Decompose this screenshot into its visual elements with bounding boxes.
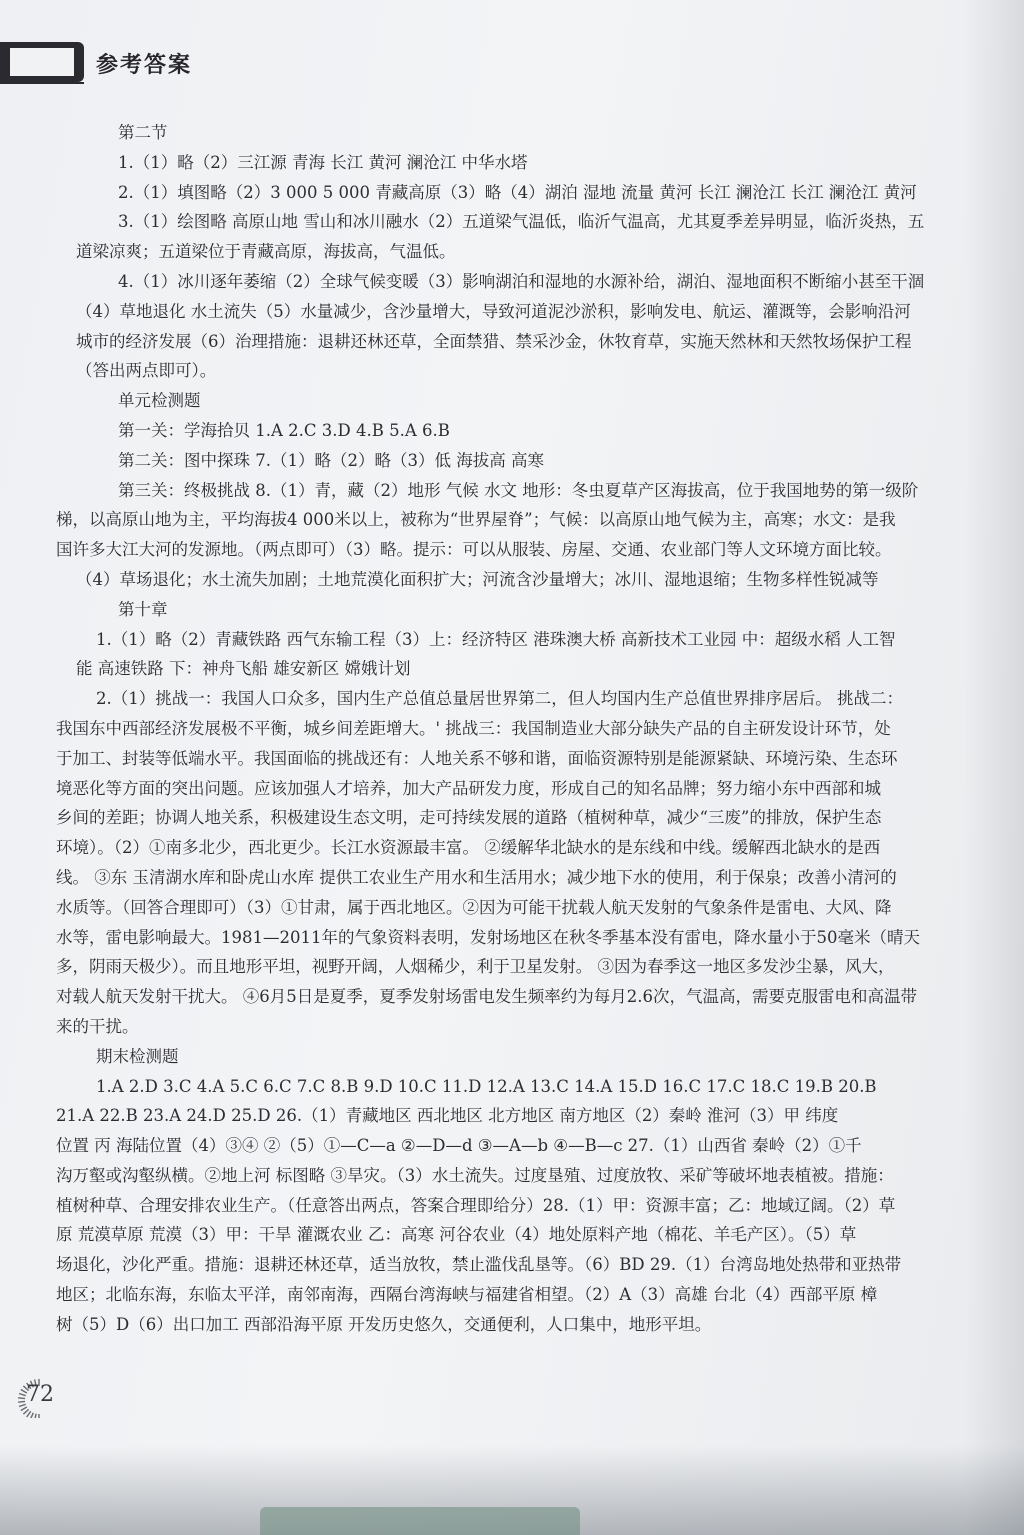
header-rule (0, 82, 84, 84)
text-line: 水质等。（回答合理即可）（3）①甘肃，属于西北地区。②因为可能干扰载人航天发射的气象条件是雷电、大风、降 (56, 897, 892, 917)
text-line: 能 高速铁路 下：神舟飞船 雄安新区 嫦娥计划 (76, 659, 411, 679)
answer-content (56, 118, 990, 1340)
text-line: 水等，雷电影响最大。1981—2011年的气象资料表明，发射场地区在秋冬季基本没有雷电，降水量小于50毫米（晴天 (56, 927, 920, 947)
text-line: 场退化，沙化严重。措施：退耕还林还草，适当放牧，禁止滥伐乱垦等。（6）BD 29.（1）台湾岛地处热带和亚热带 (56, 1255, 902, 1275)
header-bar-window (10, 48, 74, 76)
text-line: 第十章 (118, 599, 168, 619)
text-line: 1.（1）略（2）青藏铁路 西气东输工程（3）上：经济特区 港珠澳大桥 高新技术工业园 中：超级水稻 人工智 (96, 629, 896, 649)
text-line: （4）草场退化；水土流失加剧；土地荒漠化面积扩大；河流含沙量增大；冰川、湿地退缩；生物多样性锐减等 (76, 569, 879, 589)
text-line: 我国东中西部经济发展极不平衡，城乡间差距增大。' 挑战三：我国制造业大部分缺失产品的自主研发设计环节，处 (56, 718, 891, 738)
text-line: 第二关：图中探珠 7.（1）略（2）略（3）低 海拔高 高寒 (118, 450, 544, 470)
text-line: 环境）。（2）①南多北少，西北更少。长江水资源最丰富。 ②缓解华北缺水的是东线和中线。缓解西北缺水的是西 (56, 838, 881, 858)
text-line: 地区；北临东海，东临太平洋，南邻南海，西隔台湾海峡与福建省相望。（2）A（3）高雄 台北（4）西部平原 樟 (56, 1285, 878, 1305)
text-line: 期末检测题 (96, 1046, 179, 1066)
text-line: 位置 丙 海陆位置（4）③④ ②（5）①—C—a ②—D—d ③—A—b ④—B—c 27.（1）山西省 秦岭（2）①千 (56, 1136, 862, 1156)
text-line: （答出两点即可）。 (76, 361, 217, 381)
text-line: 线。 ③东 玉清湖水库和卧虎山水库 提供工农业生产用水和生活用水；减少地下水的使用，利于保泉；改善小清河的 (56, 867, 897, 887)
text-line: 第一关：学海拾贝 1.A 2.C 3.D 4.B 5.A 6.B (118, 420, 450, 440)
text-line: （4）草地退化 水土流失（5）水量减少，含沙量增大，导致河道泥沙淤积，影响发电、航运、灌溉等，会影响沿河 (76, 301, 911, 321)
text-line: 原 荒漠草原 荒漠（3）甲：干旱 灌溉农业 乙：高寒 河谷农业（4）地处原料产地（棉花、羊毛产区）。（5）草 (56, 1225, 857, 1245)
text-line: 树（5）D（6）出口加工 西部沿海平原 开发历史悠久，交通便利，人口集中，地形平坦。 (56, 1314, 712, 1334)
text-line: 来的干扰。 (56, 1016, 139, 1036)
text-line: 乡间的差距；协调人地关系，积极建设生态文明，走可持续发展的道路（植树种草，减少“三废”的排放，保护生态 (56, 808, 882, 828)
text-line: 2.（1）填图略（2）3 000 5 000 青藏高原（3）略（4）湖泊 湿地 流量 黄河 长江 澜沧江 长江 澜沧江 黄河 (118, 182, 917, 202)
text-line: 植树种草、合理安排农业生产。（任意答出两点，答案合理即给分）28.（1）甲：资源丰富；乙：地域辽阔。（2）草 (56, 1195, 896, 1215)
text-line: 多，阴雨天极少）。而且地形平坦，视野开阔，人烟稀少，利于卫星发射。 ③因为春季这一地区多发沙尘暴，风大， (56, 957, 895, 977)
desk-object (260, 1507, 580, 1535)
text-line: 2.（1）挑战一：我国人口众多，国内生产总值总量居世界第二，但人均国内生产总值世界排序居后。 挑战二： (96, 689, 903, 709)
text-line: 21.A 22.B 23.A 24.D 25.D 26.（1）青藏地区 西北地区 北方地区 南方地区（2）秦岭 淮河（3）甲 纬度 (56, 1106, 839, 1126)
text-line: 梯，以高原山地为主，平均海拔4 000米以上，被称为“世界屋脊”；气候：以高原山地气候为主，高寒；水文：是我 (56, 510, 896, 530)
text-line: 第三关：终极挑战 8.（1）青，藏（2）地形 气候 水文 地形：冬虫夏草产区海拔高，位于我国地势的第一级阶 (118, 480, 919, 500)
text-line: 于加工、封装等低端水平。我国面临的挑战还有：人地关系不够和谐，面临资源特别是能源紧缺、环境污染、生态环 (56, 748, 898, 768)
header-title: 参考答案 (96, 53, 193, 78)
text-line: 道梁凉爽；五道梁位于青藏高原，海拔高，气温低。 (76, 242, 456, 262)
text-line: 第二节 (118, 123, 168, 142)
text-line: 1.（1）略（2）三江源 青海 长江 黄河 澜沧江 中华水塔 (118, 152, 528, 172)
page-number-badge (14, 1378, 64, 1418)
page-number: 72 (26, 1382, 54, 1407)
text-line: 对载人航天发射干扰大。 ④6月5日是夏季，夏季发射场雷电发生频率约为每月2.6次，气温高，需要克服雷电和高温带 (56, 987, 917, 1007)
text-line: 单元检测题 (118, 391, 201, 411)
text-line: 3.（1）绘图略 高原山地 雪山和冰川融水（2）五道梁气温低，临沂气温高，尤其夏季差异明显，临沂炎热，五 (118, 212, 925, 232)
text-line: 1.A 2.D 3.C 4.A 5.C 6.C 7.C 8.B 9.D 10.C 11.D 12.A 13.C 14.A 15.D 16.C 17.C 18.C 19.B 20.B (96, 1076, 877, 1096)
text-line: 国许多大江大河的发源地。（两点即可）（3）略。提示：可以从服装、房屋、交通、农业部门等人文环境方面比较。 (56, 540, 892, 560)
text-line: 沟万壑或沟壑纵横。②地上河 标图略 ③旱灾。（3）水土流失。过度垦殖、过度放牧、采矿等破坏地表植被。措施： (56, 1165, 894, 1185)
text-line: 城市的经济发展（6）治理措施：退耕还林还草，全面禁猎、禁采沙金，休牧育草，实施天然林和天然牧场保护工程 (76, 331, 912, 351)
text-line: 境恶化等方面的突出问题。应该加强人才培养，加大产品研发力度，形成自己的知名品牌；努力缩小东中西部和城 (56, 778, 881, 798)
text-line: 4.（1）冰川逐年萎缩（2）全球气候变暖（3）影响湖泊和湿地的水源补给，湖泊、湿地面积不断缩小甚至干涸 (118, 271, 925, 291)
